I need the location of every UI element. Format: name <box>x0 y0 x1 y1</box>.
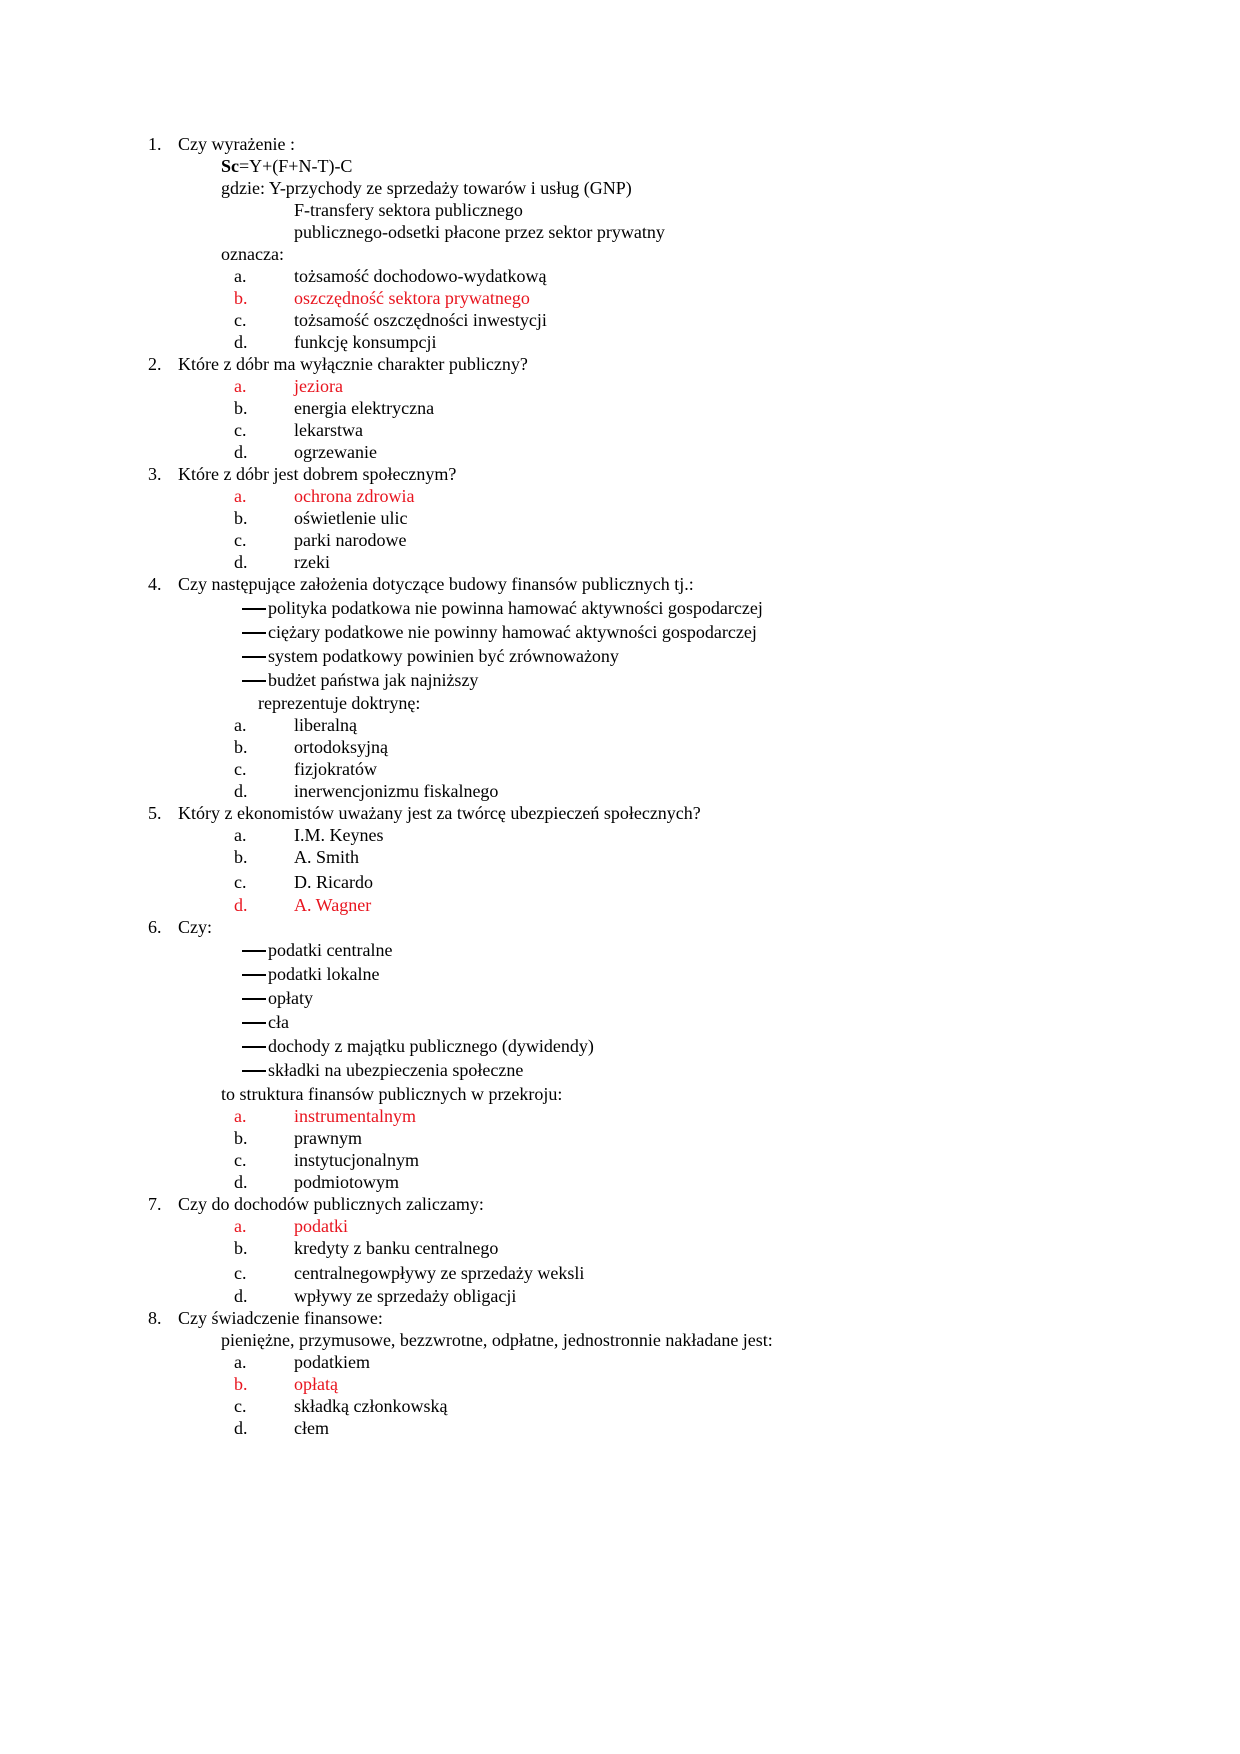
dash-icon <box>242 680 266 682</box>
dash-icon <box>242 656 266 658</box>
dash-icon <box>242 998 266 1000</box>
dash-icon <box>242 1022 266 1024</box>
dash-icon <box>242 1070 266 1072</box>
question-text: Czy wyrażenie : <box>178 134 295 154</box>
formula-rest: =Y+(F+N-T)-C <box>239 156 353 176</box>
question-number: 1. <box>148 134 162 154</box>
dash-icon <box>242 632 266 634</box>
dash-icon <box>242 608 266 610</box>
document-page: 1. Czy wyrażenie : Sc=Y+(F+N-T)-C gdzie: Y-przychody ze sprzedaży towarów i usług (GNP) F-transfery sektora publicznego publicznego-odsetki płacone przez sektor prywatny oznacza: a. tożsamość dochodowo-wydatkową b. oszczędność sektora prywatnego c. tożsamość oszczędności inwestycji d. funkcję konsumpcji 2. Które z dóbr ma wyłącznie charakter publiczny? a. jeziora b. energia elektryczna c. lekarstwa d. ogrzewanie 3. Które z dóbr jest dobrem społecznym? a. ochrona zdrowia b. oświetlenie ulic c. parki narodowe d. rzeki 4. Czy następujące założenia dotyczące budowy finansów publicznych tj.: polityka podatkowa nie powinna hamować aktywności gospodarczej ciężary podatkowe nie powinny hamować aktywności gospodarczej system podatkowy powinien być zrównoważony budżet państwa jak najniższy reprezentuje doktrynę: a. liberalną b. ortodoksyjną c. fizjokratów d. inerwencjonizmu fiskalnego 5. Który z ekonomistów uważany jest za twórcę ubezpieczeń społecznych? a. I.M. Keynes b. A. Smith c. D. Ricardo d. A. Wagner 6. Czy: podatki centralne podatki lokalne opłaty cła dochody z majątku publicznego (dywidendy) składki na ubezpieczenia społeczne to struktura finansów publicznych w przekroju: a. instrumentalnym b. prawnym c. instytucjonalnym d. podmiotowym 7. Czy do dochodów publicznych zaliczamy: a. podatki b. kredyty z banku centralnego c. centralnegowpływy ze sprzedaży weksli d. wpływy ze sprzedaży obligacji 8. Czy świadczenie finansowe: pieniężne, przymusowe, bezzwrotne, odpłatne, jednostronnie nakładane jest: a. podatkiem b. opłatą c. składką członkowską d. cłem <box>148 134 773 1438</box>
formula-sc: Sc <box>221 156 239 176</box>
dash-icon <box>242 974 266 976</box>
dash-icon <box>242 1046 266 1048</box>
dash-icon <box>242 950 266 952</box>
